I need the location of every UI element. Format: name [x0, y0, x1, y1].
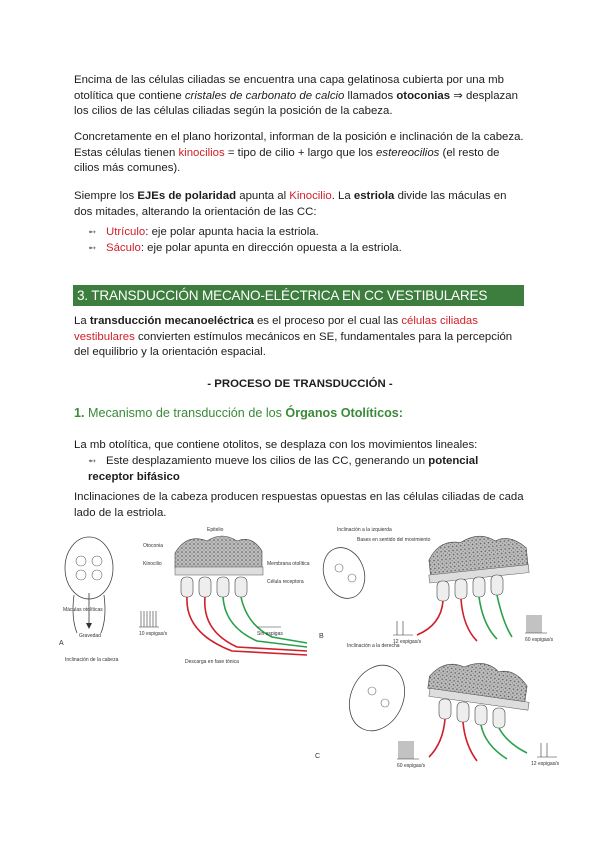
- bullet-desplazamiento: [88, 454, 524, 485]
- label-inclinacion-izq: Inclinación a la izquierda: [337, 527, 392, 533]
- bold-term: otoconias: [396, 89, 451, 102]
- text: = tipo de cilio + largo que los: [224, 146, 377, 159]
- paragraph-kinocilios: [74, 130, 526, 177]
- text: ⇒ desplazan los cilios de las células ciliadas según la posición de la cabeza.: [74, 89, 518, 117]
- bullet-text: Este desplazamiento mueve los cilios de las CC, generando un: [106, 455, 429, 467]
- text: . La: [331, 190, 354, 202]
- label-maculas: Máculas otolíticas: [63, 607, 103, 613]
- bold-term: EJEs de polaridad: [137, 190, 237, 202]
- panel-b-letter: B: [319, 633, 324, 640]
- label-gravedad: Gravedad: [79, 633, 101, 639]
- bold-term: potencial receptor bifásico: [88, 455, 479, 483]
- panel-a-macula: [139, 527, 310, 665]
- label-epitelio: Epitelio: [207, 527, 224, 533]
- label-spikes-f: 12 espigas/s: [531, 761, 560, 767]
- paragraph-polaridad: [74, 189, 526, 220]
- text: apunta al: [236, 190, 290, 202]
- otolith-figure: [57, 523, 577, 773]
- label-spikes-c: 12 espigas/s: [393, 639, 422, 645]
- label-inclinacion-der: Inclinación a la derecha: [347, 643, 400, 649]
- subheading-text: Mecanismo de transducción de los: [84, 406, 286, 420]
- text: Siempre los: [74, 190, 138, 202]
- paragraph-otoconias: [74, 73, 526, 120]
- panel-c: [315, 643, 560, 769]
- bullet-term: Utrículo: [106, 226, 146, 238]
- label-otoconia: Otoconia: [143, 543, 164, 549]
- text: Concretamente en el plano horizontal, informan de la posición e inclinación de la cabeza. Estas células tienen: [74, 131, 524, 159]
- subheading-bold: Órganos Otolíticos:: [285, 406, 403, 420]
- label-spikes-d: 60 espigas/s: [525, 637, 554, 643]
- subheading-organos: [74, 406, 403, 422]
- paragraph-inclinaciones: Inclinaciones de la cabeza producen respuestas opuestas en las células ciliadas de cada lado de la estriola.: [74, 491, 524, 519]
- bullet-text: : eje polar apunta en dirección opuesta a la estriola.: [140, 242, 402, 254]
- bullet-saculo: [88, 241, 524, 257]
- label-celula: Célula receptora: [267, 579, 304, 585]
- text: divide las máculas en dos mitades, alterando la orientación de las CC:: [74, 190, 507, 218]
- bullet-utriculo: [88, 225, 524, 241]
- label-kinocilio: Kinocilio: [143, 561, 162, 567]
- process-title: - PROCESO DE TRANSDUCCIÓN -: [207, 378, 393, 390]
- arrow-bullet-icon: ➻: [88, 456, 97, 467]
- section-heading: 3. TRANSDUCCIÓN MECANO-ELÉCTRICA EN CC VESTIBULARES: [73, 285, 524, 306]
- arrow-bullet-icon: ➻: [88, 243, 97, 254]
- paragraph-transduccion: [74, 314, 526, 361]
- panel-a-letter: A: [59, 640, 64, 647]
- label-head-a: Inclinación de la cabeza: [65, 657, 119, 663]
- arrow-bullet-icon: ➻: [88, 227, 97, 238]
- bullet-term: Sáculo: [106, 242, 141, 254]
- highlight-term: células ciliadas vestibulares: [74, 315, 478, 343]
- panel-c-letter: C: [315, 753, 321, 760]
- bullet-text: : eje polar apunta hacia la estriola.: [145, 226, 319, 238]
- text: Encima de las células ciliadas se encuentra una capa gelatinosa cubierta por una mb otolítica que contiene: [74, 74, 504, 102]
- text: llamados: [344, 89, 397, 102]
- subheading-number: 1.: [74, 406, 85, 420]
- label-head-b: Bases en sentido del movimiento: [357, 537, 431, 543]
- label-spikes-b: Sin espigas: [257, 631, 283, 637]
- italic-term: cristales de carbonato de calcio: [184, 89, 345, 102]
- text: (el resto de cilios más comunes).: [74, 146, 500, 174]
- highlight-term: kinocilios: [178, 146, 225, 159]
- text: convierten estímulos mecánicos en SE, fundamentales para la percepción del equilibrio y la orientación espacial.: [74, 330, 513, 358]
- bold-term: transducción mecanoeléctrica: [89, 315, 254, 327]
- panel-b: [316, 527, 553, 645]
- italic-term: estereocilios: [376, 146, 440, 159]
- label-descarga: Descarga en fase tónica: [185, 659, 239, 665]
- label-spikes-e: 60 espigas/s: [397, 763, 426, 769]
- label-membrana: Membrana otolítica: [267, 561, 310, 567]
- bold-term: estriola: [353, 190, 395, 202]
- panel-a-head: [59, 537, 119, 663]
- text: La: [74, 315, 90, 327]
- text: es el proceso por el cual las: [253, 315, 402, 327]
- label-spikes-a: 10 espigas/s: [139, 631, 168, 637]
- highlight-term: Kinocilio: [289, 190, 332, 202]
- paragraph-mb-otolitica: La mb otolítica, que contiene otolitos, se desplaza con los movimientos lineales:: [74, 439, 478, 451]
